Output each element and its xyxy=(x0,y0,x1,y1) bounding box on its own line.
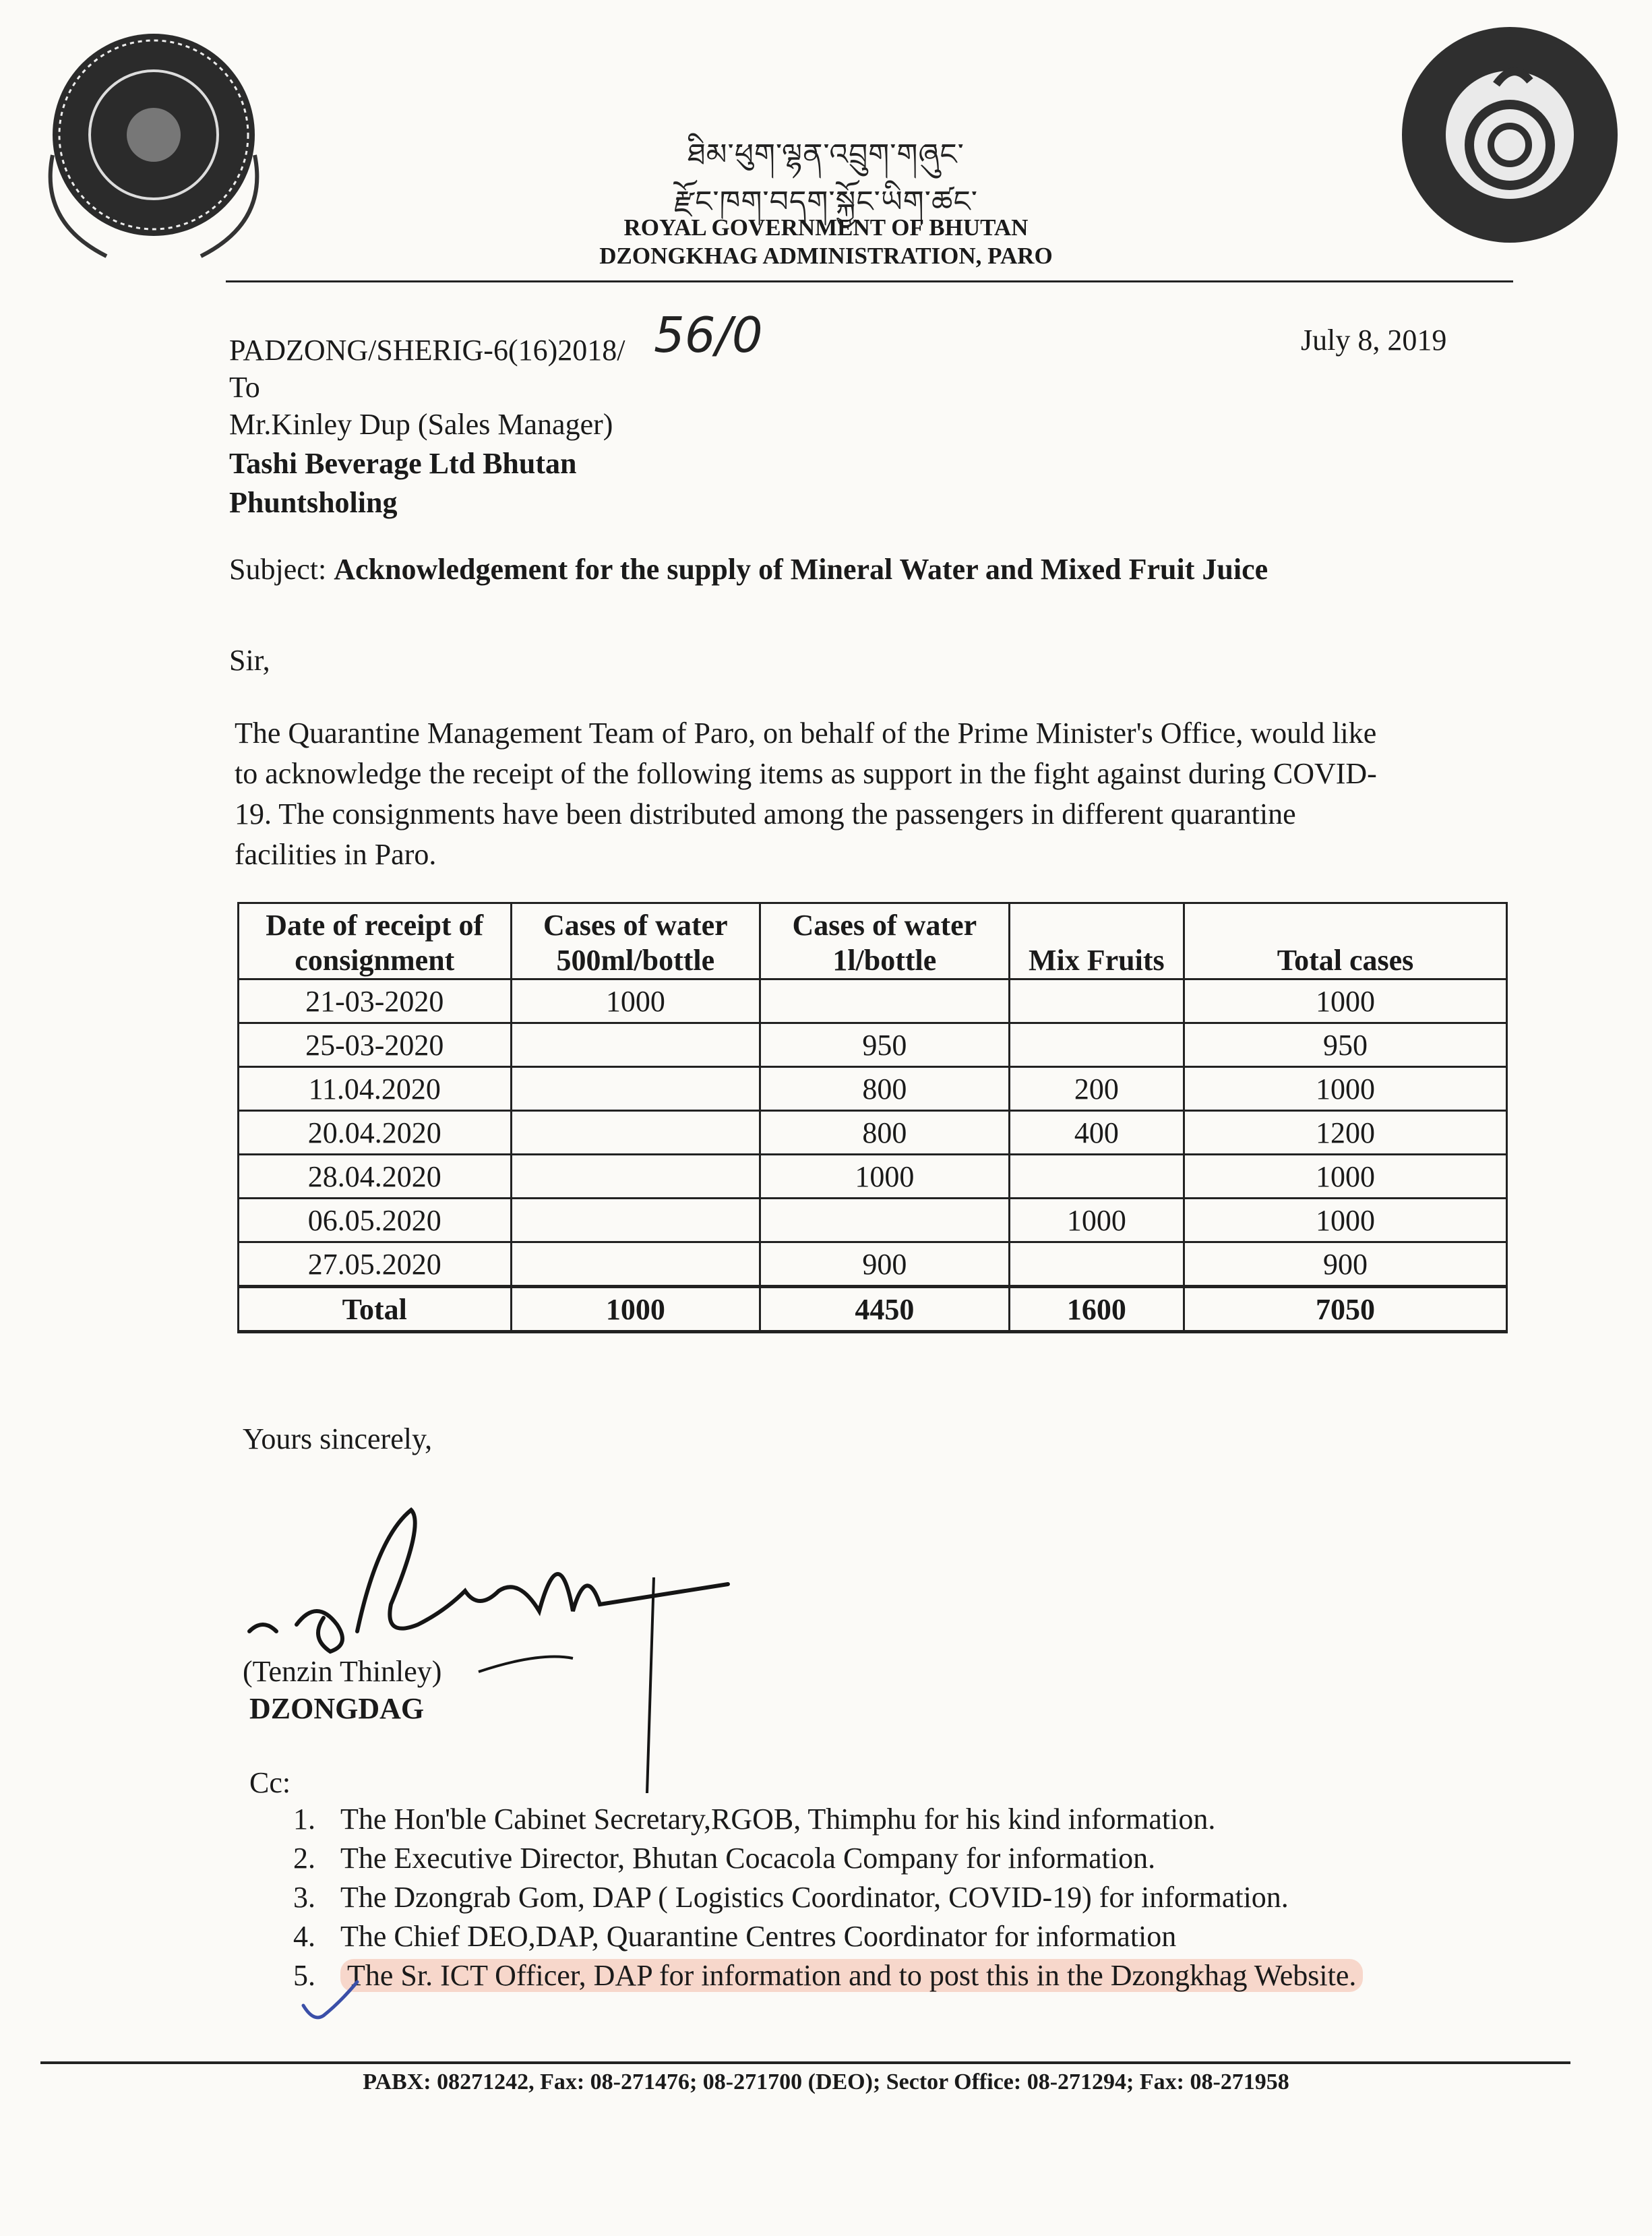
pen-check-mark xyxy=(300,1978,361,2029)
total-water-500ml: 1000 xyxy=(511,1287,760,1332)
cell-total: 900 xyxy=(1184,1242,1507,1287)
total-label: Total xyxy=(239,1287,512,1332)
signatory-name: (Tenzin Thinley) xyxy=(243,1655,442,1688)
header-date-line2: consignment xyxy=(295,944,455,977)
cell-date: 11.04.2020 xyxy=(239,1067,512,1111)
recipient-company: Tashi Beverage Ltd Bhutan xyxy=(229,447,577,480)
subject-text: Acknowledgement for the supply of Mineral Water and Mixed Fruit Juice xyxy=(334,553,1268,586)
cell-mix-fruits xyxy=(1009,1155,1184,1199)
cell-date: 20.04.2020 xyxy=(239,1111,512,1155)
cc-list xyxy=(293,1800,1363,1995)
body-line: 19. The consignments have been distributed among the passengers in different quarantine xyxy=(235,797,1296,830)
cell-water-500ml xyxy=(511,1242,760,1287)
table-row xyxy=(239,1199,1507,1242)
total-cases: 7050 xyxy=(1184,1287,1507,1332)
handwritten-reference-number: 56/0 xyxy=(654,307,763,363)
reference-number: PADZONG/SHERIG-6(16)2018/ xyxy=(229,334,625,367)
salutation: Sir, xyxy=(229,644,270,677)
body-paragraph xyxy=(235,713,1515,875)
header-water-1l xyxy=(760,903,1009,979)
header-water-1l-line2: 1l/bottle xyxy=(832,944,937,977)
cc-item-number: 2. xyxy=(293,1842,315,1875)
administration-heading: DZONGKHAG ADMINISTRATION, PARO xyxy=(599,243,1053,269)
cc-label: Cc: xyxy=(249,1766,291,1799)
header-water-1l-line1: Cases of water xyxy=(792,909,977,942)
to-label: To xyxy=(229,371,260,404)
cc-item-text: The Dzongrab Gom, DAP ( Logistics Coordinator, COVID-19) for information. xyxy=(340,1881,1289,1914)
cell-total: 1000 xyxy=(1184,1199,1507,1242)
cell-water-1l: 1000 xyxy=(760,1155,1009,1199)
table-row xyxy=(239,1242,1507,1287)
total-water-1l: 4450 xyxy=(760,1287,1009,1332)
cell-total: 1000 xyxy=(1184,1155,1507,1199)
cell-total: 1000 xyxy=(1184,979,1507,1023)
header-rule xyxy=(226,280,1513,282)
cc-item xyxy=(293,1956,1363,1995)
footer-rule xyxy=(40,2061,1570,2064)
cc-item-text: The Hon'ble Cabinet Secretary,RGOB, Thimphu for his kind information. xyxy=(340,1803,1216,1836)
header-date-line1: Date of receipt of xyxy=(266,909,484,942)
recipient-city: Phuntsholing xyxy=(229,486,398,519)
cell-water-500ml xyxy=(511,1155,760,1199)
body-line: The Quarantine Management Team of Paro, on behalf of the Prime Minister's Office, would like xyxy=(235,717,1377,750)
cell-total: 1200 xyxy=(1184,1111,1507,1155)
cell-total: 1000 xyxy=(1184,1067,1507,1111)
total-mix-fruits: 1600 xyxy=(1009,1287,1184,1332)
table-row xyxy=(239,1023,1507,1067)
cc-item-number: 3. xyxy=(293,1881,315,1914)
cc-item xyxy=(293,1878,1363,1917)
cc-item-text: The Chief DEO,DAP, Quarantine Centres Coordinator for information xyxy=(340,1920,1177,1953)
cc-item xyxy=(293,1917,1363,1956)
cc-item-number: 4. xyxy=(293,1920,315,1953)
cell-mix-fruits xyxy=(1009,1023,1184,1067)
cell-mix-fruits: 400 xyxy=(1009,1111,1184,1155)
government-heading: ROYAL GOVERNMENT OF BHUTAN xyxy=(623,214,1029,241)
table-row xyxy=(239,1155,1507,1199)
cc-item-number: 1. xyxy=(293,1803,315,1836)
subject-line xyxy=(229,549,1268,590)
cell-water-500ml xyxy=(511,1199,760,1242)
cc-item-text: The Executive Director, Bhutan Cocacola Company for information. xyxy=(340,1842,1156,1875)
header-water-500ml-line2: 500ml/bottle xyxy=(556,944,715,977)
cell-water-500ml xyxy=(511,1067,760,1111)
header-mix-fruits: Mix Fruits xyxy=(1009,903,1184,979)
table-total-row xyxy=(239,1287,1507,1332)
cc-item xyxy=(293,1839,1363,1878)
cell-water-500ml xyxy=(511,1111,760,1155)
cc-item-text-highlighted: The Sr. ICT Officer, DAP for information and to post this in the Dzongkhag Website. xyxy=(340,1959,1363,1992)
cell-date: 28.04.2020 xyxy=(239,1155,512,1199)
letter-date: July 8, 2019 xyxy=(1301,324,1447,357)
cell-mix-fruits: 200 xyxy=(1009,1067,1184,1111)
cell-mix-fruits: 1000 xyxy=(1009,1199,1184,1242)
cell-mix-fruits xyxy=(1009,1242,1184,1287)
table-row xyxy=(239,979,1507,1023)
cc-item xyxy=(293,1800,1363,1839)
header-water-500ml-line1: Cases of water xyxy=(543,909,728,942)
cell-water-1l xyxy=(760,979,1009,1023)
cell-water-1l: 800 xyxy=(760,1111,1009,1155)
dzongkha-title-line2: རྫོང་ཁག་བདག་སྐྱོང་ཡིག་ཚང་ xyxy=(674,185,978,218)
body-line: to acknowledge the receipt of the following items as support in the fight against during COVID- xyxy=(235,757,1377,790)
cell-water-1l xyxy=(760,1199,1009,1242)
cell-water-1l: 950 xyxy=(760,1023,1009,1067)
table-row xyxy=(239,1067,1507,1111)
cell-date: 27.05.2020 xyxy=(239,1242,512,1287)
cell-water-500ml: 1000 xyxy=(511,979,760,1023)
cell-date: 25-03-2020 xyxy=(239,1023,512,1067)
footer-contacts: PABX: 08271242, Fax: 08-271476; 08-271700 (DEO); Sector Office: 08-271294; Fax: 08-271958 xyxy=(363,2069,1289,2094)
dzongkha-title-line1: ཐིམ་ཕུག་ལྷན་འབྲུག་གཞུང་ xyxy=(687,138,965,171)
header-water-500ml xyxy=(511,903,760,979)
table-header-row xyxy=(239,903,1507,979)
recipient-name: Mr.Kinley Dup (Sales Manager) xyxy=(229,408,613,441)
cc-item-number: 5. xyxy=(293,1959,315,1992)
header-date xyxy=(239,903,512,979)
subject-label: Subject: xyxy=(229,553,327,586)
cell-mix-fruits xyxy=(1009,979,1184,1023)
table-row xyxy=(239,1111,1507,1155)
cell-date: 06.05.2020 xyxy=(239,1199,512,1242)
cell-total: 950 xyxy=(1184,1023,1507,1067)
consignment-table xyxy=(237,902,1508,1333)
header-total-cases: Total cases xyxy=(1184,903,1507,979)
cell-water-1l: 800 xyxy=(760,1067,1009,1111)
sign-off: Yours sincerely, xyxy=(243,1422,433,1455)
cell-water-1l: 900 xyxy=(760,1242,1009,1287)
cell-date: 21-03-2020 xyxy=(239,979,512,1023)
body-line: facilities in Paro. xyxy=(235,838,437,871)
signatory-title: DZONGDAG xyxy=(249,1692,425,1725)
cell-water-500ml xyxy=(511,1023,760,1067)
